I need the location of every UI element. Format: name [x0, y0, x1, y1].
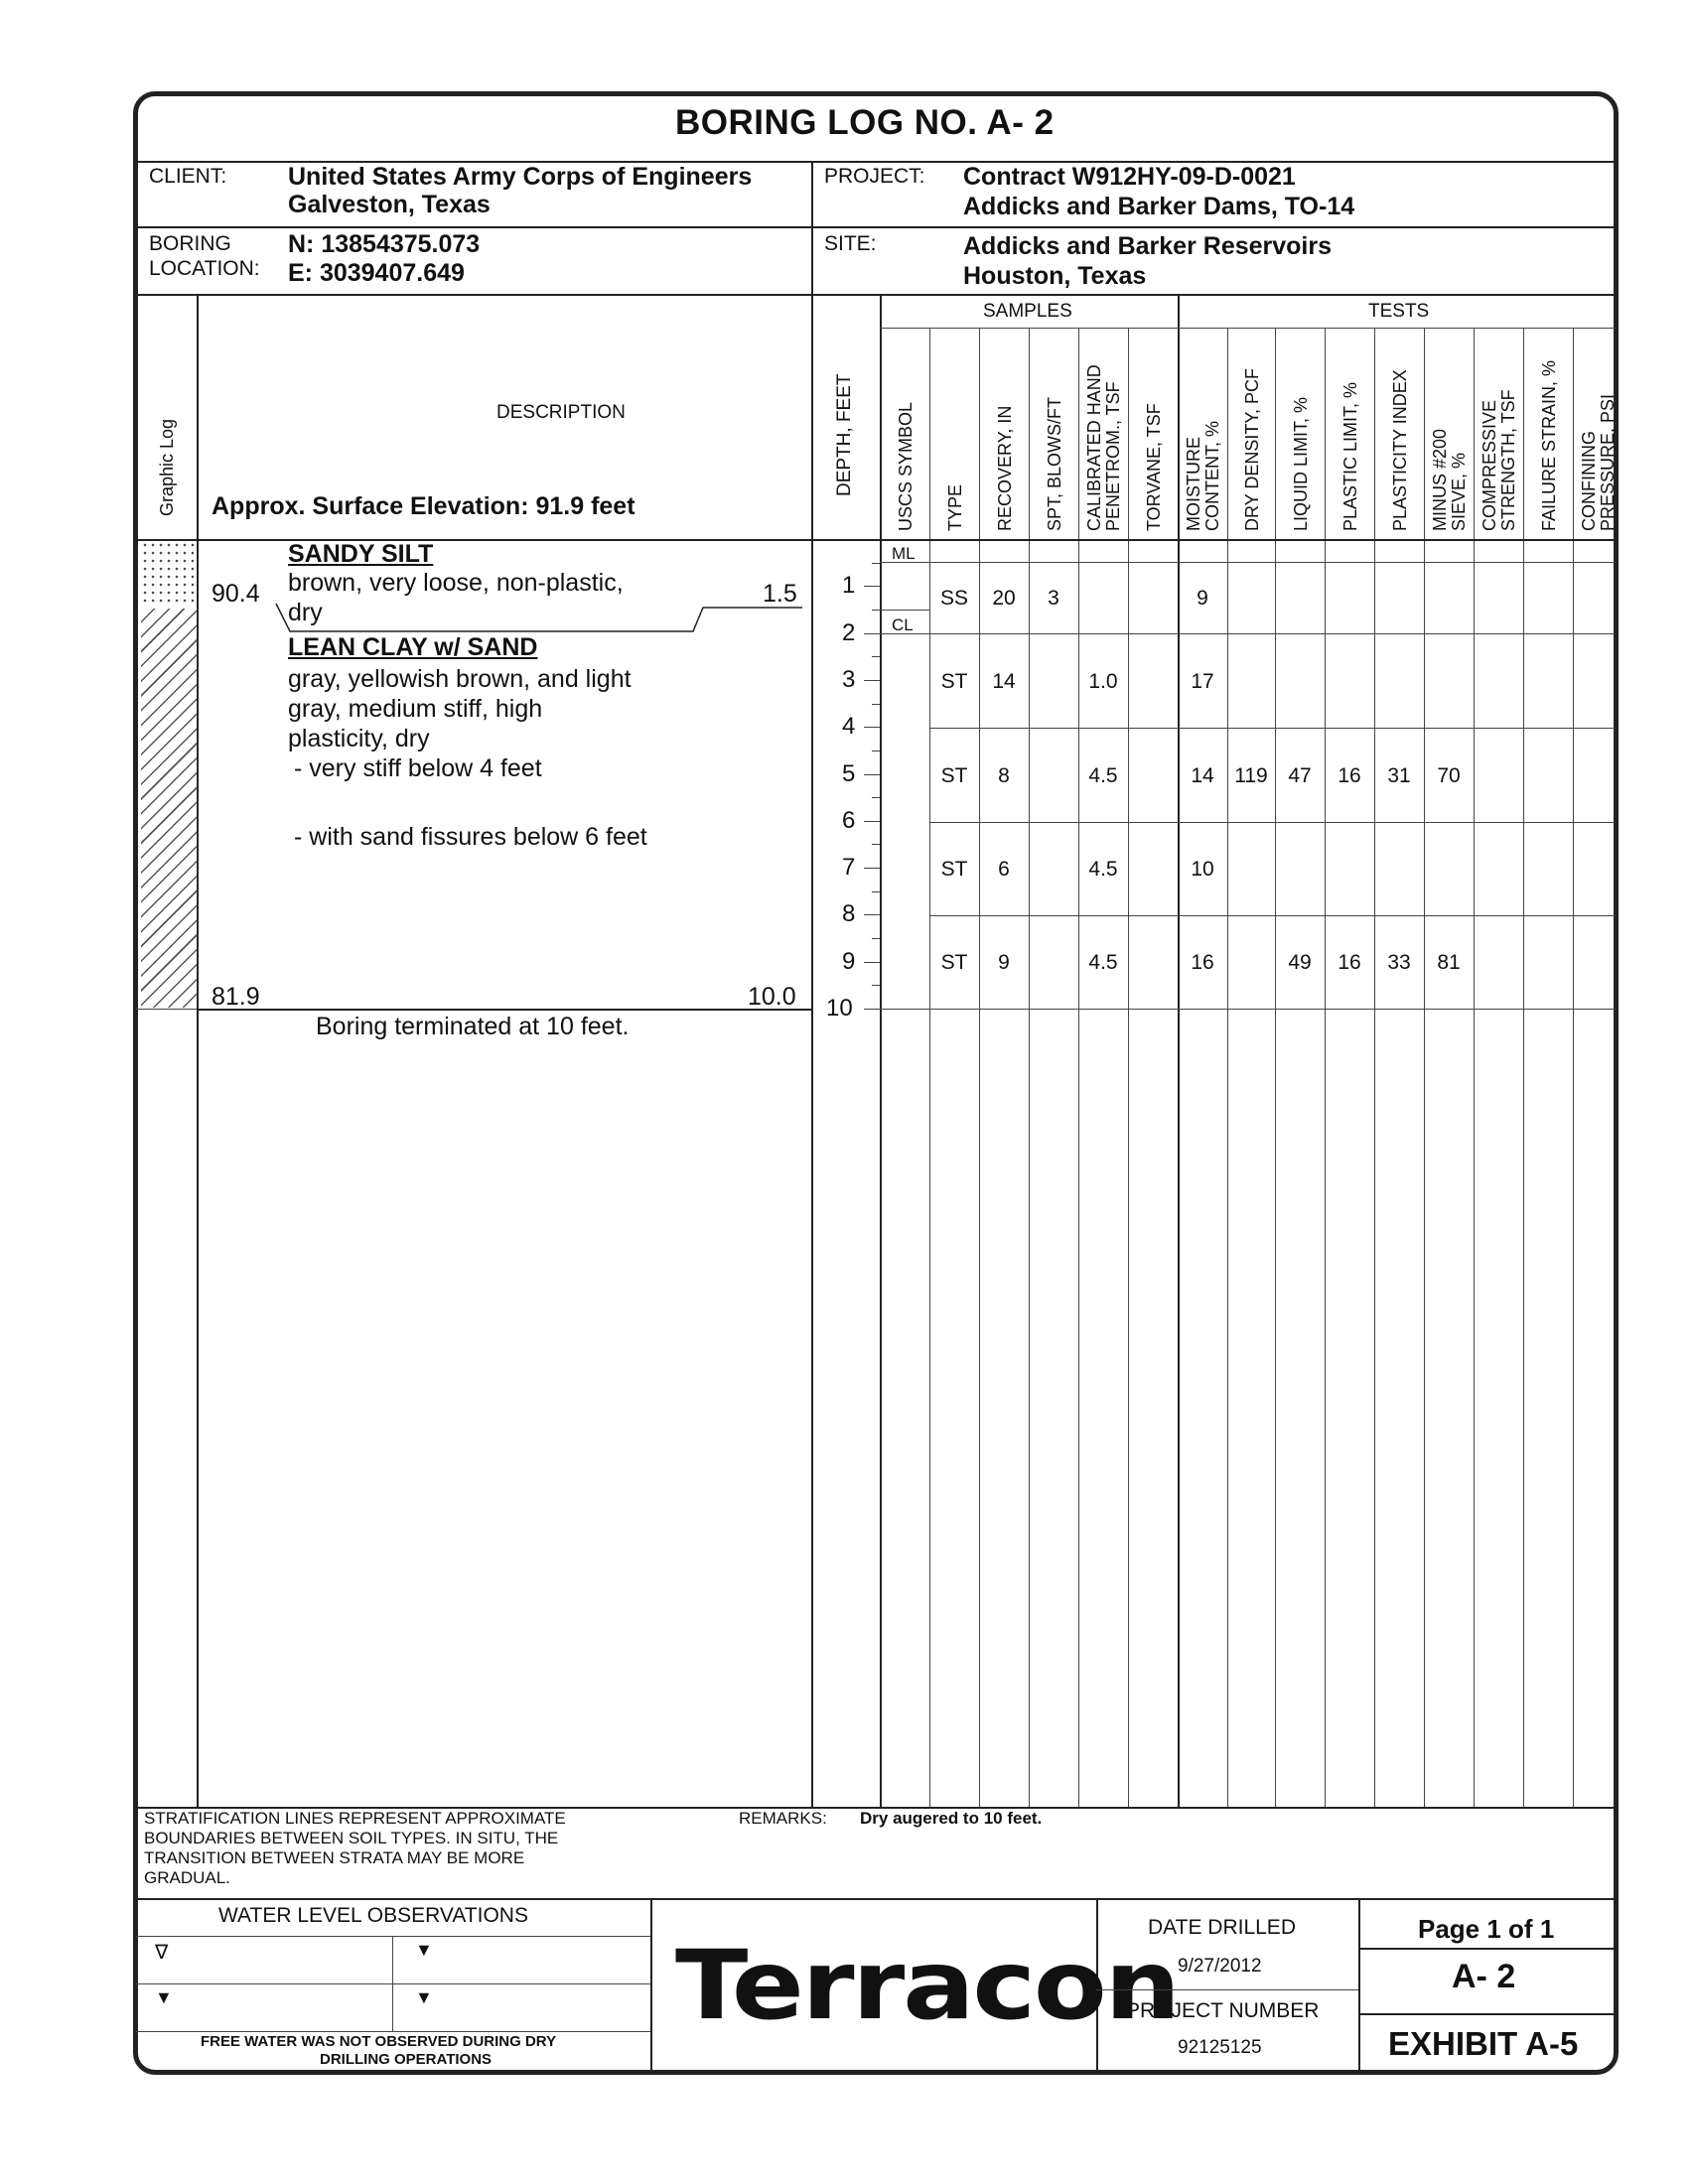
stratum-2-depth: 10.0 [748, 983, 796, 1011]
stratification-note-2: BOUNDARIES BETWEEN SOIL TYPES. IN SITU, THE [144, 1829, 559, 1847]
dry-density-header: DRY DENSITY, PCF [1242, 367, 1262, 531]
depth-tick-mark [864, 914, 880, 915]
sample-row-border [929, 915, 1616, 916]
compressive-header-1: COMPRESSIVE [1480, 399, 1499, 531]
depth-tick-label: 2 [842, 618, 856, 646]
depth-half-tick [872, 656, 880, 657]
depth-header: DEPTH, FEET [834, 373, 855, 496]
depth-half-tick [872, 610, 880, 611]
sample-type-cell: ST [940, 858, 968, 881]
sample-moisture-cell: 16 [1191, 951, 1214, 974]
client-name: United States Army Corps of Engineers [288, 163, 753, 191]
sample-minus200-cell: 70 [1437, 763, 1461, 787]
depth-tick-mark [864, 821, 880, 822]
torvane-header: TORVANE, TSF [1144, 403, 1164, 531]
boring-location-label-1: BORING [149, 232, 231, 255]
stratum-2-desc-2: gray, medium stiff, high [288, 695, 543, 723]
stratum-2-desc-5: - with sand fissures below 6 feet [294, 823, 647, 851]
sample-row-border [929, 728, 1616, 729]
confining-header-2: PRESSURE, PSI [1598, 393, 1618, 531]
site-label: SITE: [824, 232, 877, 255]
exhibit-number: EXHIBIT A-5 [1388, 2025, 1579, 2062]
sample-recovery-cell: 20 [992, 587, 1016, 610]
sample-ll-cell: 47 [1288, 763, 1312, 787]
sample-hand-pen-cell: 1.0 [1088, 669, 1118, 693]
client-label: CLIENT: [149, 165, 227, 188]
remarks-text: Dry augered to 10 feet. [860, 1809, 1043, 1828]
sample-pi-cell: 33 [1387, 951, 1411, 974]
sample-recovery-cell: 9 [998, 951, 1010, 974]
water-level-title: WATER LEVEL OBSERVATIONS [218, 1904, 528, 1927]
depth-tick-label: 8 [842, 900, 856, 928]
hand-pen-header-2: PENETROM., TSF [1103, 381, 1123, 531]
liquid-limit-header: LIQUID LIMIT, % [1291, 396, 1311, 531]
hand-pen-header-1: CALIBRATED HAND [1084, 364, 1104, 531]
boring-location-label-2: LOCATION: [149, 257, 260, 280]
samples-header: SAMPLES [983, 301, 1072, 322]
depth-half-tick [872, 985, 880, 986]
recovery-header: RECOVERY, IN [995, 405, 1015, 531]
graphic-log-header: Graphic Log [157, 418, 177, 516]
stratum-1-name: SANDY SILT [288, 540, 434, 568]
sample-minus200-cell: 81 [1437, 951, 1461, 974]
page-title: BORING LOG NO. A- 2 [675, 103, 1055, 142]
water-symbol-2: ▼ [415, 1940, 433, 1960]
sample-type-cell: ST [940, 763, 968, 787]
stratum-1-desc-1: brown, very loose, non-plastic, [288, 569, 624, 597]
sample-row-border [880, 1009, 1616, 1010]
sample-row-border [929, 562, 1616, 563]
sample-pl-cell: 16 [1338, 763, 1361, 787]
remarks-label: REMARKS: [739, 1809, 827, 1828]
sample-row-border [929, 633, 1616, 634]
stratum-boundary-line [197, 596, 812, 635]
sample-dry-density-cell: 119 [1234, 763, 1268, 787]
water-symbol-1: ∇ [155, 1942, 169, 1964]
water-note-2: DRILLING OPERATIONS [320, 2051, 493, 2068]
project-label: PROJECT: [824, 165, 925, 188]
water-symbol-3: ▼ [155, 1987, 173, 2007]
depth-half-tick [872, 844, 880, 845]
depth-half-tick [872, 704, 880, 705]
depth-tick-mark [864, 774, 880, 775]
depth-half-tick [872, 938, 880, 939]
project-number-value: 92125125 [1178, 2037, 1262, 2058]
sandy-silt-pattern [141, 541, 197, 607]
depth-tick-mark [864, 727, 880, 728]
boring-id: A- 2 [1452, 1958, 1516, 1995]
depth-tick-label: 1 [842, 572, 856, 600]
confining-header-1: CONFINING [1579, 431, 1599, 531]
site-name: Addicks and Barker Reservoirs [963, 232, 1333, 260]
depth-tick-label: 6 [842, 806, 856, 834]
project-number-label: PROJECT NUMBER [1126, 1999, 1320, 2022]
sample-type-cell: ST [940, 951, 968, 974]
stratification-note-3: TRANSITION BETWEEN STRATA MAY BE MORE [144, 1848, 525, 1867]
site-location: Houston, Texas [963, 262, 1147, 290]
client-location: Galveston, Texas [288, 191, 491, 218]
lean-clay-pattern [141, 609, 198, 1008]
sample-moisture-cell: 9 [1197, 587, 1208, 610]
sample-moisture-cell: 14 [1191, 763, 1214, 787]
water-symbol-4: ▼ [415, 1987, 433, 2007]
stratum-2-name: LEAN CLAY w/ SAND [288, 633, 538, 661]
failure-strain-header: FAILURE STRAIN, % [1539, 359, 1559, 531]
sample-spt-cell: 3 [1048, 587, 1059, 610]
minus200-header-2: SIEVE, % [1449, 452, 1469, 531]
type-header: TYPE [945, 483, 965, 531]
depth-half-tick [872, 891, 880, 892]
stratum-1-desc-2: dry [288, 599, 323, 626]
sample-hand-pen-cell: 4.5 [1088, 951, 1118, 974]
depth-half-tick [872, 797, 880, 798]
sample-hand-pen-cell: 4.5 [1088, 763, 1118, 787]
stratification-note-1: STRATIFICATION LINES REPRESENT APPROXIMATE [144, 1809, 566, 1828]
minus200-header-1: MINUS #200 [1430, 428, 1450, 531]
sample-recovery-cell: 6 [998, 858, 1010, 881]
stratification-note-4: GRADUAL. [144, 1868, 230, 1887]
termination-note: Boring terminated at 10 feet. [316, 1013, 630, 1040]
sample-moisture-cell: 17 [1191, 669, 1214, 693]
tests-header: TESTS [1368, 301, 1430, 322]
stratum-2-desc-3: plasticity, dry [288, 725, 430, 752]
sample-pi-cell: 31 [1387, 763, 1411, 787]
uscs-ml: ML [892, 544, 916, 563]
northing: N: 13854375.073 [288, 230, 481, 258]
sample-ll-cell: 49 [1288, 951, 1312, 974]
stratum-2-desc-1: gray, yellowish brown, and light [288, 665, 632, 693]
project-name: Addicks and Barker Dams, TO-14 [963, 193, 1355, 220]
page-number: Page 1 of 1 [1418, 1914, 1555, 1944]
surface-elevation: Approx. Surface Elevation: 91.9 feet [212, 492, 635, 520]
stratum-1-elevation: 90.4 [212, 580, 260, 608]
sample-type-cell: SS [939, 587, 968, 610]
uscs-header: USCS SYMBOL [896, 401, 916, 531]
sample-type-cell: ST [940, 669, 968, 693]
stratum-1-depth: 1.5 [763, 580, 797, 608]
terracon-logo: Terracon [675, 1930, 1179, 2041]
depth-tick-mark [864, 1009, 880, 1010]
sample-recovery-cell: 14 [992, 669, 1016, 693]
depth-tick-label: 9 [842, 947, 856, 975]
depth-tick-label: 5 [842, 759, 856, 787]
sample-hand-pen-cell: 4.5 [1088, 858, 1118, 881]
plasticity-index-header: PLASTICITY INDEX [1390, 369, 1410, 531]
depth-tick-label: 3 [842, 665, 856, 693]
description-header: DESCRIPTION [496, 402, 626, 423]
stratum-2-desc-4: - very stiff below 4 feet [294, 754, 542, 782]
depth-tick-label: 7 [842, 854, 856, 882]
depth-tick-label: 10 [826, 995, 853, 1022]
stratum-2-elevation: 81.9 [212, 983, 260, 1011]
depth-tick-mark [864, 962, 880, 963]
sample-moisture-cell: 10 [1191, 858, 1214, 881]
date-drilled-label: DATE DRILLED [1148, 1916, 1296, 1939]
sample-row-border [929, 822, 1616, 823]
easting: E: 3039407.649 [288, 259, 465, 287]
project-contract: Contract W912HY-09-D-0021 [963, 163, 1296, 191]
sample-recovery-cell: 8 [998, 763, 1010, 787]
depth-tick-mark [864, 633, 880, 634]
depth-tick-mark [864, 586, 880, 587]
moisture-header-1: MOISTURE [1184, 436, 1203, 531]
depth-tick-mark [864, 680, 880, 681]
water-note-1: FREE WATER WAS NOT OBSERVED DURING DRY [201, 2033, 557, 2050]
date-drilled-value: 9/27/2012 [1178, 1956, 1262, 1977]
depth-tick-mark [864, 868, 880, 869]
depth-tick-label: 4 [842, 713, 856, 741]
depth-half-tick [872, 563, 880, 564]
spt-header: SPT, BLOWS/FT [1045, 396, 1064, 531]
moisture-header-2: CONTENT, % [1202, 420, 1222, 531]
uscs-cl: CL [892, 615, 914, 634]
plastic-limit-header: PLASTIC LIMIT, % [1340, 381, 1360, 531]
sample-pl-cell: 16 [1338, 951, 1361, 974]
compressive-header-2: STRENGTH, TSF [1498, 389, 1518, 531]
